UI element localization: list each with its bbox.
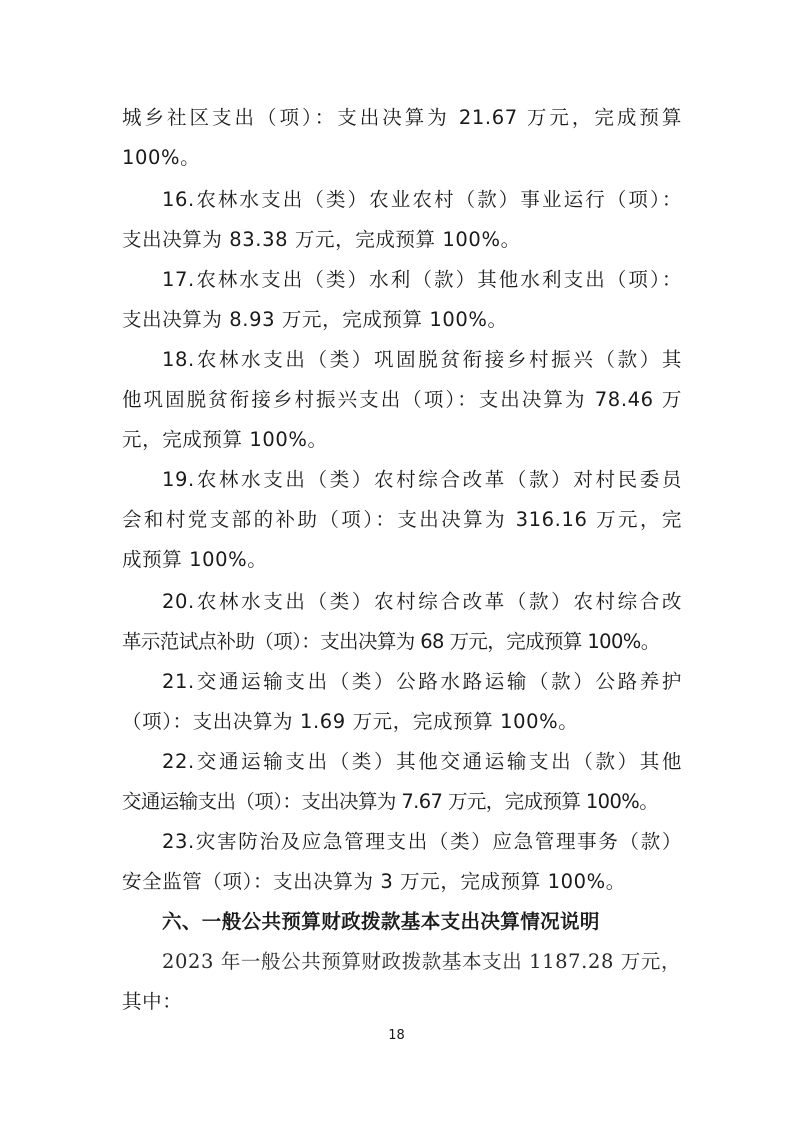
item-20-line-2: 革示范试点补助（项）：支出决算为 68 万元，完成预算 100%。 — [122, 630, 660, 653]
item-19-line-3: 成预算 100%。 — [122, 548, 268, 571]
item-18-line-2: 他巩固脱贫衔接乡村振兴支出（项）：支出决算为 78.46 万 — [122, 388, 682, 411]
item-22-line-2: 交通运输支出（项）：支出决算为 7.67 万元，完成预算 100%。 — [122, 790, 659, 813]
item-18-line-3: 元，完成预算 100%。 — [122, 428, 328, 451]
section-heading: 六、一般公共预算财政拨款基本支出决算情况说明 — [162, 910, 600, 933]
item-16-line-2: 支出决算为 83.38 万元，完成预算 100%。 — [122, 228, 521, 251]
item-17-line-2: 支出决算为 8.93 万元，完成预算 100%。 — [122, 308, 508, 331]
item-22-line-1: 22.交通运输支出（类）其他交通运输支出（款）其他 — [162, 750, 682, 773]
item-17-line-1: 17.农林水支出（类）水利（款）其他水利支出（项）： — [162, 268, 682, 291]
basic-expenditure-line-2: 其中： — [122, 990, 183, 1013]
item-16-line-1: 16.农林水支出（类）农业农村（款）事业运行（项）： — [162, 188, 682, 211]
item-20-line-1: 20.农林水支出（类）农村综合改革（款）农村综合改 — [162, 590, 682, 613]
page-number: 18 — [388, 1028, 405, 1043]
body-text-line: 城乡社区支出（项）：支出决算为 21.67 万元，完成预算 — [122, 106, 682, 129]
item-19-line-1: 19.农林水支出（类）农村综合改革（款）对村民委员 — [162, 468, 682, 491]
basic-expenditure-line-1: 2023 年一般公共预算财政拨款基本支出 1187.28 万元， — [162, 950, 682, 973]
body-text-line: 100%。 — [122, 146, 201, 169]
item-21-line-1: 21.交通运输支出（类）公路水路运输（款）公路养护 — [162, 670, 682, 693]
item-23-line-2: 安全监管（项）：支出决算为 3 万元，完成预算 100%。 — [122, 870, 626, 893]
item-19-line-2: 会和村党支部的补助（项）：支出决算为 316.16 万元，完 — [122, 508, 682, 531]
item-23-line-1: 23.灾害防治及应急管理支出（类）应急管理事务（款） — [162, 830, 682, 853]
item-18-line-1: 18.农林水支出（类）巩固脱贫衔接乡村振兴（款）其 — [162, 348, 682, 371]
item-21-line-2: （项）：支出决算为 1.69 万元，完成预算 100%。 — [122, 710, 579, 733]
